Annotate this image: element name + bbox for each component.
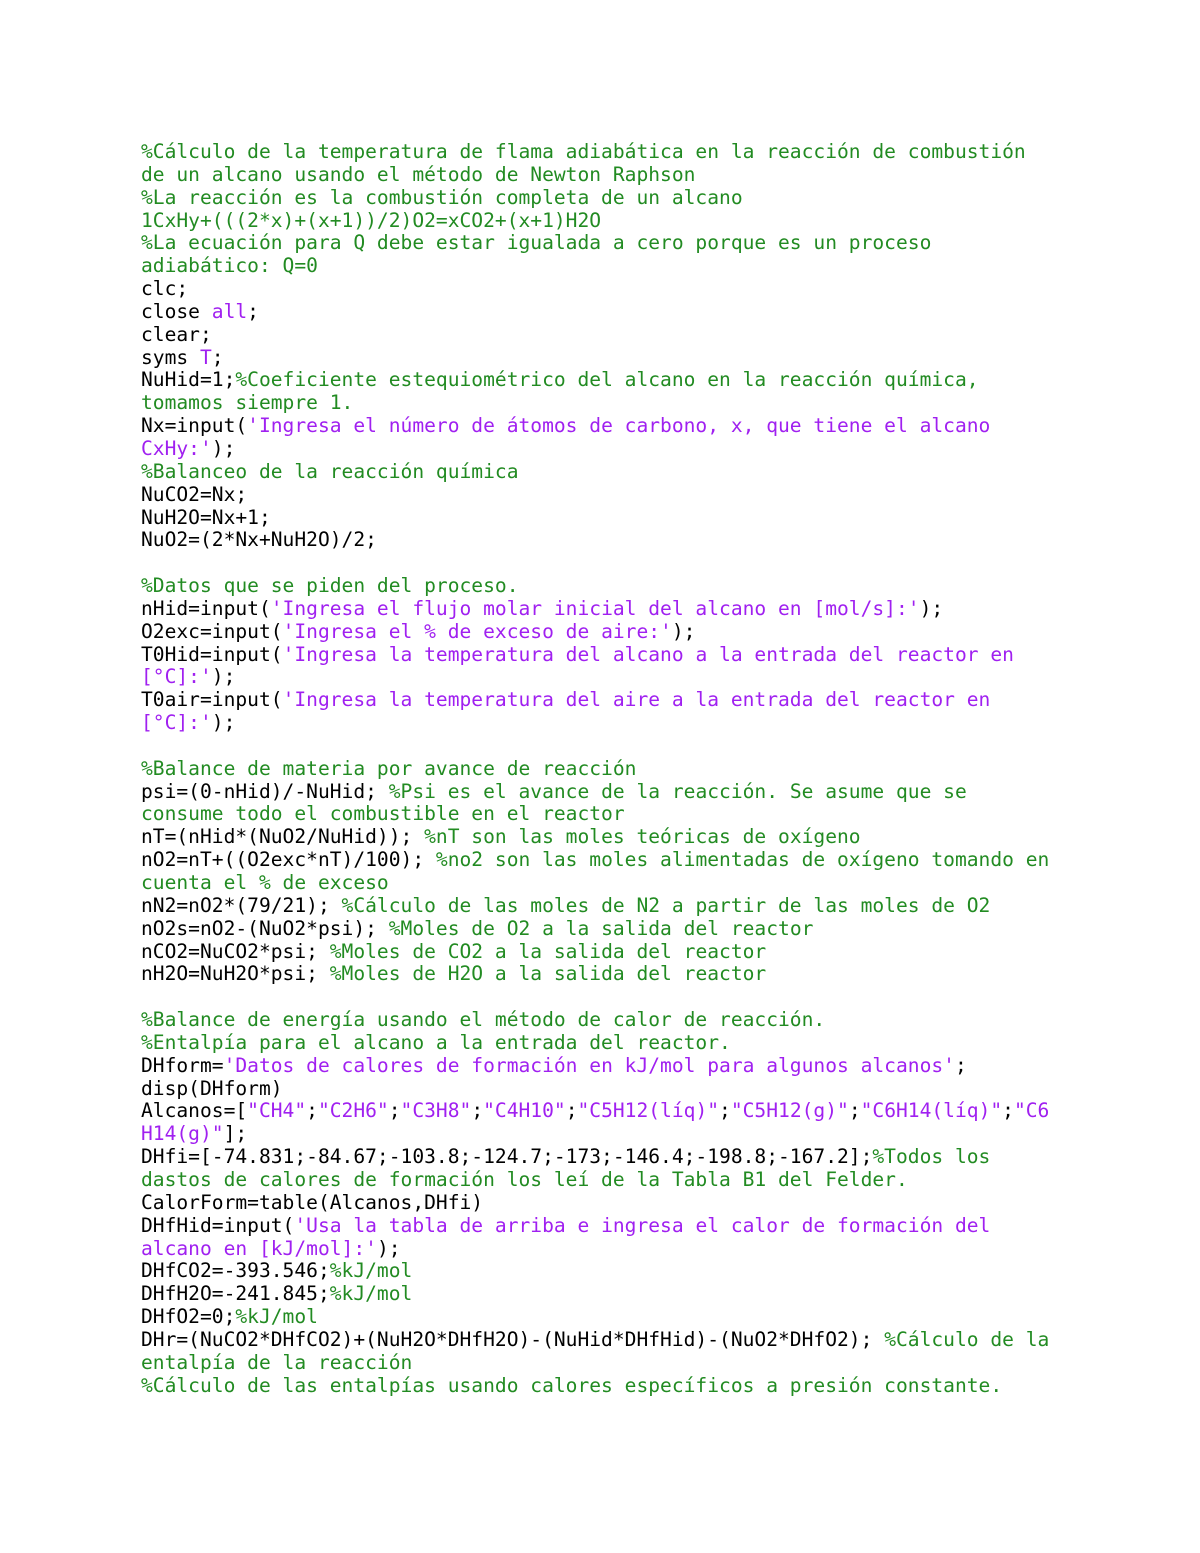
code-line [141, 598, 1049, 621]
code-text: O2exc=input( [141, 619, 283, 643]
code-text: nHid=input( [141, 596, 271, 620]
code-text: DHfHid=input( [141, 1213, 295, 1237]
string-literal: "CH4" [247, 1099, 307, 1123]
string-literal: "C6H14(líq)" [860, 1099, 1003, 1123]
code-text: CalorForm=table(Alcanos,DHfi) [141, 1190, 484, 1214]
string-literal: "C5H12(g)" [730, 1099, 849, 1123]
code-text: NuO2=(2*Nx+NuH2O)/2; [141, 528, 377, 552]
code-line [141, 461, 1049, 484]
string-literal: "C6 [1013, 1099, 1050, 1123]
code-line [141, 187, 1049, 210]
code-line [141, 689, 1049, 712]
string-literal: [°C]:' [141, 665, 212, 689]
comment-text: %La reacción es la combustión completa de un alcano [141, 185, 743, 209]
comment-text: dastos de calores de formación los leí de la Tabla B1 del Felder. [141, 1167, 908, 1191]
code-line [141, 758, 1049, 781]
code-text: ); [211, 436, 236, 460]
comment-text: %Moles de O2 a la salida del reactor [388, 916, 814, 940]
code-line [141, 484, 1049, 507]
code-line [141, 438, 1049, 461]
code-line [141, 941, 1049, 964]
code-text: DHform= [141, 1053, 224, 1077]
blank-line [141, 735, 1049, 758]
comment-text: %Moles de CO2 a la salida del reactor [329, 939, 767, 963]
comment-text: tomamos siempre 1. [141, 391, 354, 415]
code-text: Nx=input( [141, 414, 248, 438]
string-literal: alcano en [kJ/mol]:' [141, 1236, 377, 1260]
code-line [141, 1055, 1049, 1078]
code-line [141, 1306, 1049, 1329]
code-text: DHfH2O=-241.845; [141, 1282, 330, 1306]
code-text: ; [954, 1053, 967, 1077]
code-text: DHfCO2=-393.546; [141, 1259, 330, 1283]
comment-text: %kJ/mol [235, 1305, 318, 1329]
comment-text: 1CxHy+(((2*x)+(x+1))/2)O2=xCO2+(x+1)H2O [141, 208, 602, 232]
code-text: ); [671, 619, 696, 643]
code-line [141, 826, 1049, 849]
code-line [141, 963, 1049, 986]
string-literal: all [211, 299, 248, 323]
comment-text: %no2 son las moles alimentadas de oxígeno tomando en [435, 848, 1050, 872]
code-listing [141, 141, 1049, 1397]
comment-text: %Entalpía para el alcano a la entrada del reactor. [141, 1030, 731, 1054]
comment-text: %Datos que se piden del proceso. [141, 574, 519, 598]
code-line [141, 301, 1049, 324]
comment-text: %nT son las moles teóricas de oxígeno [424, 825, 861, 849]
code-line [141, 415, 1049, 438]
code-text: nO2=nT+((O2exc*nT)/100); [141, 848, 436, 872]
code-line [141, 1146, 1049, 1169]
code-line [141, 1283, 1049, 1306]
string-literal: 'Ingresa el número de átomos de carbono, x, que tiene el alcano [247, 414, 991, 438]
comment-text: %Cálculo de la temperatura de flama adiabática en la reacción de combustión [141, 140, 1026, 163]
code-line [141, 1192, 1049, 1215]
blank-line [141, 986, 1049, 1009]
string-literal: 'Ingresa la temperatura del alcano a la entrada del reactor en [282, 642, 1014, 666]
comment-text: %Balanceo de la reacción química [141, 459, 519, 483]
code-text: ; [306, 1099, 318, 1123]
code-line [141, 529, 1049, 552]
code-text: ); [919, 596, 944, 620]
code-line [141, 1100, 1049, 1123]
comment-text: %Coeficiente estequiométrico del alcano en la reacción química, [235, 368, 979, 392]
string-literal: "C3H8" [400, 1099, 472, 1123]
code-text: DHfO2=0; [141, 1305, 236, 1329]
code-line [141, 324, 1049, 347]
code-line [141, 621, 1049, 644]
code-line [141, 895, 1049, 918]
code-line [141, 712, 1049, 735]
code-line [141, 1375, 1049, 1398]
code-line [141, 1032, 1049, 1055]
comment-text: entalpía de la reacción [141, 1350, 413, 1374]
code-line [141, 918, 1049, 941]
string-literal: CxHy:' [141, 436, 212, 460]
code-line [141, 347, 1049, 370]
code-text: NuCO2=Nx; [141, 482, 248, 506]
code-text: DHfi=[-74.831;-84.67;-103.8;-124.7;-173;-146.4;-198.8;-167.2]; [141, 1145, 873, 1169]
code-line [141, 369, 1049, 392]
string-literal: [°C]:' [141, 711, 212, 735]
code-text: ; [848, 1099, 861, 1123]
comment-text: de un alcano usando el método de Newton Raphson [141, 162, 696, 186]
string-literal: "C4H10" [483, 1099, 566, 1123]
string-literal: H14(g)" [141, 1122, 224, 1146]
comment-text: consume todo el combustible en el reactor [141, 802, 625, 826]
code-text: ); [376, 1236, 401, 1260]
code-line [141, 1009, 1049, 1032]
code-line [141, 1329, 1049, 1352]
code-text: ); [211, 665, 236, 689]
string-literal: 'Ingresa la temperatura del aire a la entrada del reactor en [282, 688, 991, 712]
string-literal: 'Ingresa el flujo molar inicial del alcano en [mol/s]:' [270, 596, 920, 620]
code-line [141, 255, 1049, 278]
code-text: ); [211, 711, 236, 735]
code-line [141, 232, 1049, 255]
code-text: ; [247, 299, 259, 323]
comment-text: cuenta el % de exceso [141, 871, 389, 894]
code-text: T0Hid=input( [141, 642, 283, 666]
comment-text: %Balance de materia por avance de reacción [141, 756, 637, 780]
code-text: DHr=(NuCO2*DHfCO2)+(NuH2O*DHfH2O)-(NuHid*DHfHid)-(NuO2*DHfO2); [141, 1327, 885, 1351]
code-line [141, 1352, 1049, 1375]
code-text: nH2O=NuH2O*psi; [141, 962, 330, 986]
comment-text: %Cálculo de la [884, 1327, 1050, 1351]
string-literal: "C2H6" [317, 1099, 389, 1123]
comment-text: %Cálculo de las entalpías usando calores específicos a presión constante. [141, 1373, 1003, 1397]
blank-line [141, 552, 1049, 575]
code-text: clc; [141, 277, 189, 301]
comment-text: %Psi es el avance de la reacción. Se asume que se [388, 779, 967, 803]
comment-text: %Todos los [872, 1145, 991, 1169]
comment-text: %La ecuación para Q debe estar igualada a cero porque es un proceso [141, 231, 932, 255]
code-line [141, 872, 1049, 895]
code-line [141, 781, 1049, 804]
string-literal: 'Usa la tabla de arriba e ingresa el calor de formación del [294, 1213, 991, 1237]
code-line [141, 575, 1049, 598]
string-literal: 'Datos de calores de formación en kJ/mol para algunos alcanos' [223, 1053, 955, 1077]
code-text: ; [565, 1099, 578, 1123]
code-line [141, 1238, 1049, 1261]
code-line [141, 210, 1049, 233]
code-text: ]; [223, 1122, 248, 1146]
code-line [141, 392, 1049, 415]
comment-text: %Balance de energía usando el método de calor de reacción. [141, 1008, 826, 1032]
comment-text: %Cálculo de las moles de N2 a partir de las moles de O2 [341, 893, 991, 917]
code-text: Alcanos=[ [141, 1099, 248, 1123]
code-line [141, 141, 1049, 164]
string-literal: 'Ingresa el % de exceso de aire:' [282, 619, 672, 643]
comment-text: %kJ/mol [329, 1282, 413, 1306]
comment-text: %Moles de H2O a la salida del reactor [329, 962, 767, 986]
code-line [141, 849, 1049, 872]
code-text: nN2=nO2*(79/21); [141, 893, 342, 917]
code-text: ; [388, 1099, 401, 1123]
comment-text: adiabático: Q=0 [141, 254, 318, 278]
code-line [141, 164, 1049, 187]
code-text: ; [211, 345, 224, 369]
code-text: syms [141, 345, 200, 369]
code-text: NuH2O=Nx+1; [141, 505, 271, 529]
code-line [141, 1123, 1049, 1146]
code-line [141, 507, 1049, 530]
code-text: ; [1002, 1099, 1014, 1123]
code-text: psi=(0-nHid)/-NuHid; [141, 779, 389, 803]
code-text: clear; [141, 322, 212, 346]
code-line [141, 644, 1049, 667]
code-text: ; [719, 1099, 731, 1123]
code-text: T0air=input( [141, 688, 283, 712]
code-line [141, 666, 1049, 689]
code-line [141, 1078, 1049, 1101]
code-line [141, 1215, 1049, 1238]
code-text: ; [471, 1099, 484, 1123]
code-text: NuHid=1; [141, 368, 236, 392]
string-literal: "C5H12(líq)" [577, 1099, 720, 1123]
code-line [141, 803, 1049, 826]
code-text: disp(DHform) [141, 1076, 283, 1100]
code-text: nT=(nHid*(NuO2/NuHid)); [141, 825, 425, 849]
code-text: close [141, 299, 212, 323]
comment-text: %kJ/mol [329, 1259, 413, 1283]
code-line [141, 1169, 1049, 1192]
code-line [141, 1260, 1049, 1283]
code-line [141, 278, 1049, 301]
string-literal: T [199, 345, 212, 369]
code-text: nCO2=NuCO2*psi; [141, 939, 330, 963]
code-text: nO2s=nO2-(NuO2*psi); [141, 916, 389, 940]
